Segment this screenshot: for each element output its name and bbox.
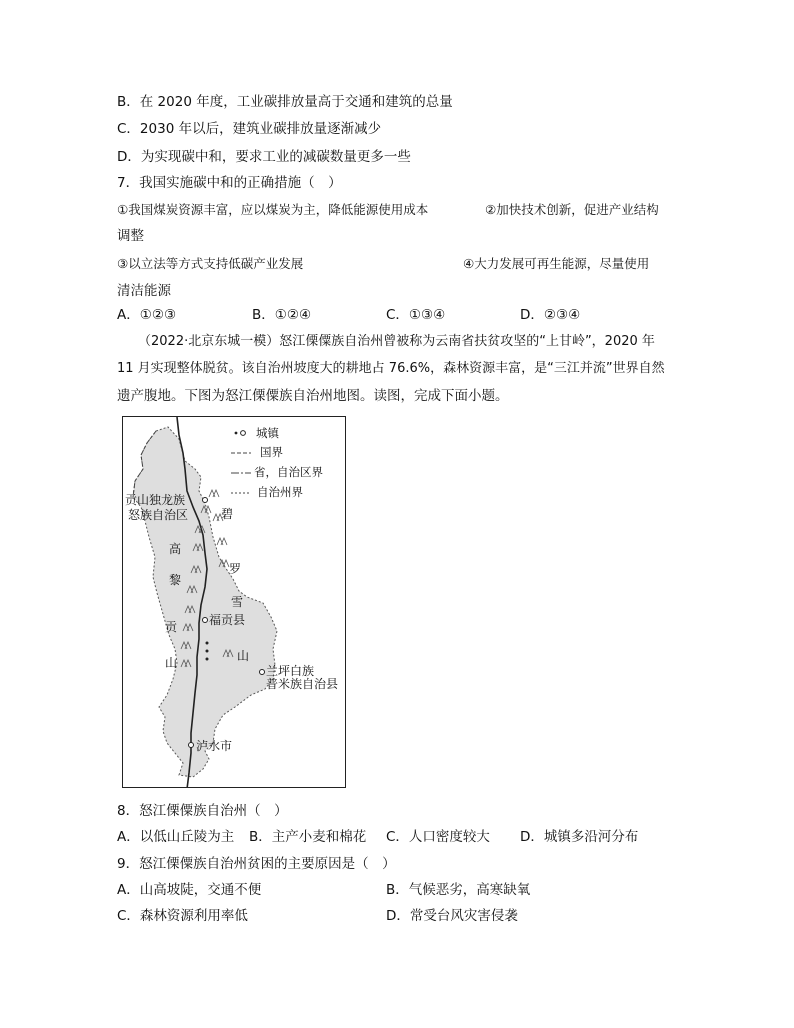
q9-option-c: C．森林资源利用率低 [117, 908, 248, 924]
town-dot [206, 658, 209, 661]
q7-item-3: ③以立法等方式支持低碳产业发展 [117, 256, 304, 271]
town-dot [206, 642, 209, 645]
q7-item-1: ①我国煤炭资源丰富，应以煤炭为主，降低能源使用成本 [117, 202, 429, 217]
lanping-label-2: 普米族自治县 [266, 677, 339, 691]
lanping-label: 兰坪白族 [266, 664, 315, 678]
gongshan-town-marker [203, 498, 208, 503]
passage-line-3: 遗产腹地。下图为怒江傈僳族自治州地图。读图，完成下面小题。 [117, 388, 509, 404]
legend-town-label: 城镇 [256, 426, 279, 440]
lanping-town-marker [260, 670, 265, 675]
legend-town-circle [241, 431, 246, 436]
q7-option-d: D．②③④ [520, 307, 581, 323]
q7-option-b: B．①②④ [252, 307, 312, 323]
lushui-label: 泸水市 [196, 739, 233, 753]
gaoligong-char-4: 山 [165, 656, 178, 670]
q9-stem: 9．怒江傈僳族自治州贫困的主要原因是（ ） [117, 856, 396, 872]
legend-national-label: 国界 [260, 445, 283, 459]
gaoligong-char-1: 高 [169, 542, 182, 556]
gaoligong-char-3: 贡 [165, 620, 178, 634]
q8-option-b: B．主产小麦和棉花 [249, 829, 367, 845]
fugong-town-marker [203, 618, 208, 623]
biluo-char-3: 雪 [231, 595, 244, 609]
q7-item-2-cont: 调整 [117, 228, 144, 244]
q8-option-d: D．城镇多沿河分布 [520, 829, 639, 845]
passage-line-1: （2022·北京东城一模）怒江傈僳族自治州曾被称为云南省扶贫攻坚的“上甘岭”，2020 年 [138, 334, 655, 349]
biluo-char-2: 罗 [229, 562, 242, 576]
gongshan-label-2: 怒族自治区 [128, 508, 189, 522]
legend-town-dot [235, 432, 238, 435]
q7-stem: 7．我国实施碳中和的正确措施（ ） [117, 175, 342, 191]
q7-item-4-cont: 清洁能源 [117, 283, 171, 299]
q8-stem: 8．怒江傈僳族自治州（ ） [117, 803, 288, 819]
q7-item-2: ②加快技术创新，促进产业结构 [485, 202, 659, 217]
nujiang-map [122, 416, 346, 788]
q6-option-c: C．2030 年以后，建筑业碳排放量逐渐减少 [117, 121, 382, 137]
q7-option-c: C．①③④ [386, 307, 446, 323]
gongshan-label: 贡山独龙族 [125, 493, 186, 507]
passage-line-2: 11 月实现整体脱贫。该自治州坡度大的耕地占 76.6%，森林资源丰富，是“三江并流”世界自然 [117, 361, 665, 376]
q6-option-b: B．在 2020 年度，工业碳排放量高于交通和建筑的总量 [117, 94, 453, 110]
q8-option-c: C．人口密度较大 [386, 829, 490, 845]
q8-option-a: A．以低山丘陵为主 [117, 829, 235, 845]
legend-province-label: 省，自治区界 [254, 465, 323, 479]
town-dot [206, 650, 209, 653]
q7-option-a: A．①②③ [117, 307, 177, 323]
q6-option-d: D．为实现碳中和，要求工业的减碳数量更多一些 [117, 149, 411, 165]
legend-prefecture-label: 自治州界 [257, 485, 303, 499]
fugong-label: 福贡县 [209, 613, 246, 627]
q9-option-d: D．常受台风灾害侵袭 [386, 908, 518, 924]
q9-option-b: B．气候恶劣，高寒缺氧 [386, 882, 531, 898]
gaoligong-char-2: 黎 [169, 573, 182, 587]
lushui-town-marker [189, 743, 194, 748]
biluo-char-4: 山 [237, 649, 250, 663]
q9-option-a: A．山高坡陡，交通不便 [117, 882, 262, 898]
q7-item-4: ④大力发展可再生能源，尽量使用 [463, 256, 650, 271]
prefecture-area [133, 427, 277, 777]
biluo-char-1: 碧 [221, 507, 234, 521]
